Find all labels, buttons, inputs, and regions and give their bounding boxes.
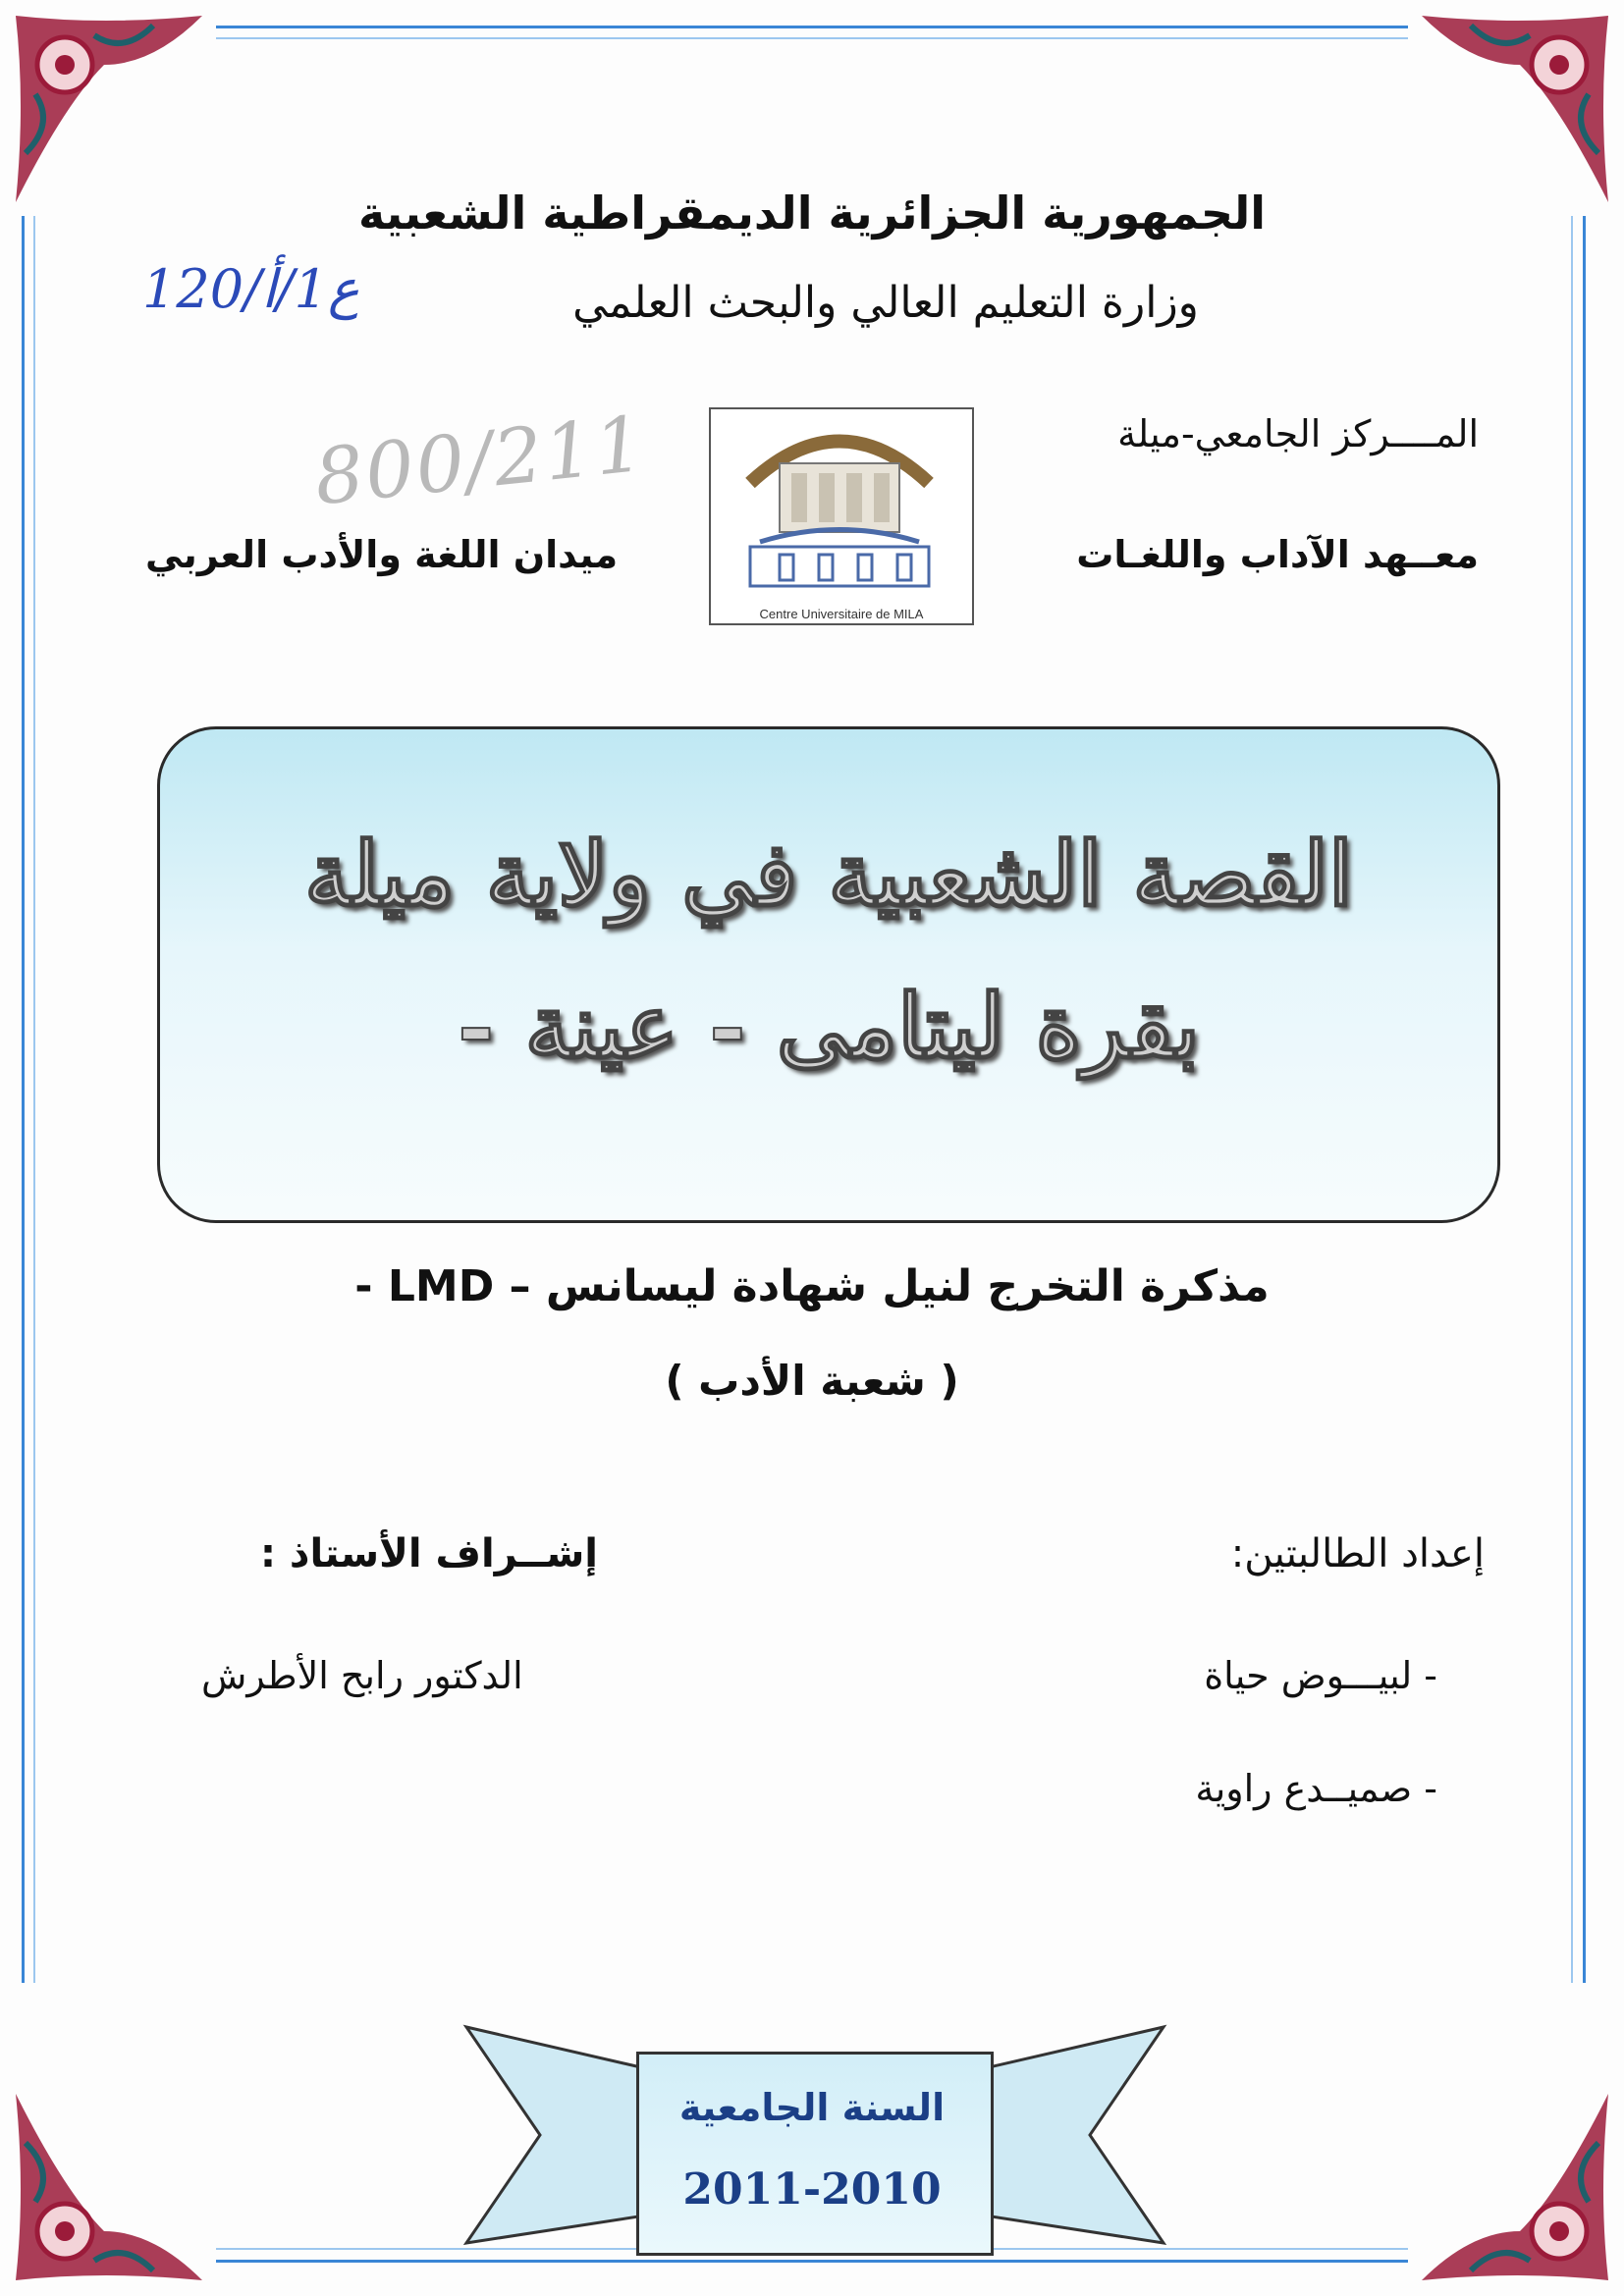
thesis-title-line-2: بقرة ليتامى - عينة - [457, 975, 1201, 1079]
building-icon [711, 409, 968, 596]
handwritten-reference-2: 800/211 [310, 400, 650, 523]
corner-ornament-top-right [1412, 6, 1618, 212]
thesis-title-line-1: القصة الشعبية في ولاية ميلة [304, 823, 1353, 927]
university-logo [709, 407, 974, 625]
year-box [636, 2052, 994, 2256]
border-bottom-line [216, 2260, 1408, 2263]
ministry-heading: وزارة التعليم العالي والبحث العلمي [572, 278, 1199, 328]
republic-heading: الجمهورية الجزائرية الديمقراطية الشعبية [357, 187, 1267, 240]
memo-description: مذكرة التخرج لنيل شهادة ليسانس – LMD - [354, 1261, 1270, 1311]
prepared-by-label: إعداد الطالبتين: [1230, 1531, 1485, 1576]
student-name: - صميــدع راوية [1195, 1767, 1437, 1810]
academic-year-label: السنة الجامعية [678, 2086, 946, 2129]
corner-ornament-top-left [6, 6, 212, 212]
handwritten-reference-1: 120/ع1/أ [142, 258, 360, 320]
supervision-label: إشــراف الأستاذ : [260, 1531, 599, 1576]
border-top-line [216, 26, 1408, 28]
border-left-line [22, 216, 25, 1983]
logo-caption: Centre Universitaire de MILA [759, 607, 924, 621]
border-right-line [1583, 216, 1586, 1983]
institute-name: معــهد الآداب واللغـات [1076, 533, 1479, 576]
academic-year: 2011-2010 [682, 2164, 942, 2215]
border-left-line-inner [33, 216, 35, 1983]
corner-ornament-bottom-right [1412, 2084, 1618, 2290]
university-center: المــــركز الجامعي-ميلة [1117, 412, 1479, 455]
title-box [157, 726, 1500, 1223]
branch-label: ( شعبة الأدب ) [665, 1357, 959, 1405]
border-top-line-inner [216, 37, 1408, 39]
student-name: - لبيـــوض حياة [1204, 1654, 1437, 1697]
corner-ornament-bottom-left [6, 2084, 212, 2290]
field-name: ميدان اللغة والأدب العربي [145, 533, 619, 576]
supervisor-name: الدكتور رابح الأطرش [201, 1654, 523, 1697]
border-right-line-inner [1571, 216, 1573, 1983]
